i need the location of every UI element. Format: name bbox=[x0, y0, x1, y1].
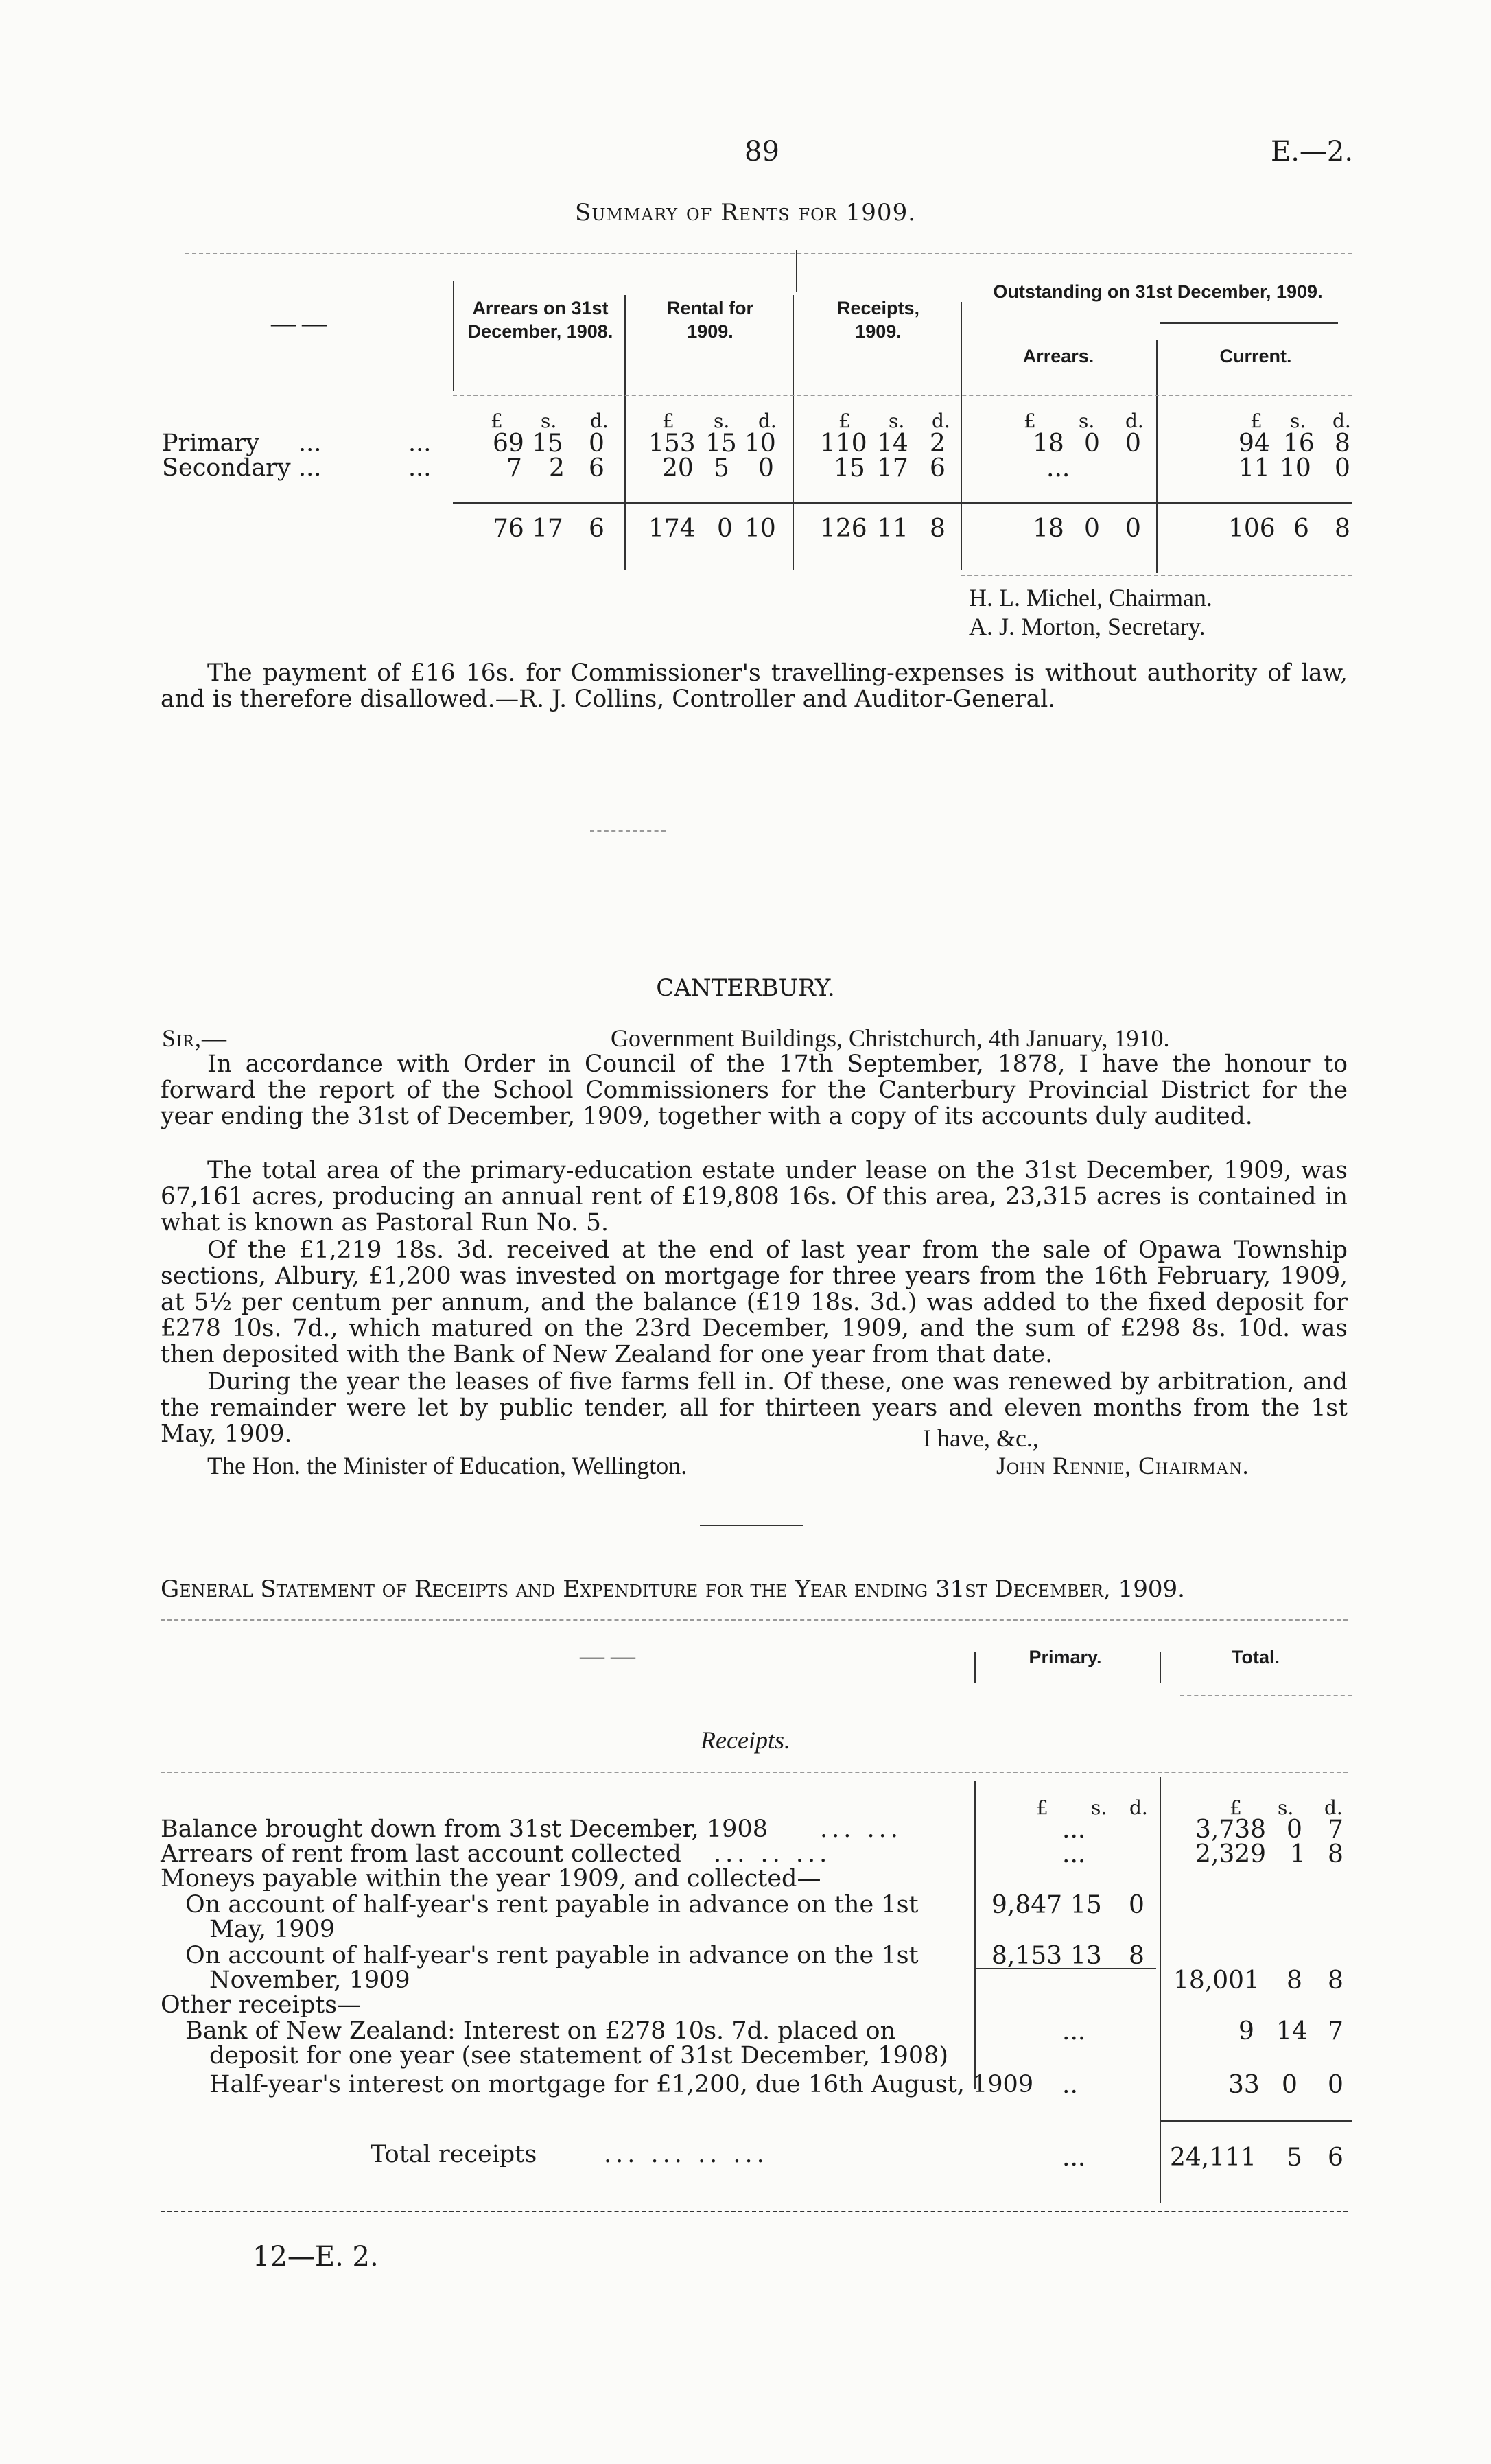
col-arrears-header: Arrears on 31st December, 1908. bbox=[467, 298, 613, 342]
document-reference: E.—2. bbox=[1271, 136, 1354, 167]
signature-chairman: H. L. Michel, Chairman. bbox=[969, 584, 1212, 611]
col-receipts-header: Receipts, 1909. bbox=[836, 298, 920, 342]
rent-summary-title: Summary of Rents for 1909. bbox=[574, 199, 917, 226]
dash-label: — — bbox=[580, 1642, 635, 1669]
letter-address: Government Buildings, Christchurch, 4th January, 1910. bbox=[611, 1024, 1170, 1052]
col-outstanding-header: Outstanding on 31st December, 1909. bbox=[993, 281, 1323, 302]
col-total-header: Total. bbox=[1232, 1647, 1280, 1667]
auditor-note: The payment of £16 16s. for Commissioner's travelling-expenses is without authority of law, and is therefore disallowed.—R. J. Collins, Controller and Auditor-General. bbox=[161, 659, 1348, 713]
salutation: Sir,— bbox=[162, 1024, 228, 1052]
page-number: 89 bbox=[744, 136, 779, 167]
footer-signature: 12—E. 2. bbox=[253, 2241, 379, 2273]
col-primary-header: Primary. bbox=[1029, 1647, 1102, 1667]
letter-paragraph: During the year the leases of five farms fell in. Of these, one was renewed by arbitration, and the remainder were let by public tender, all for thirteen years and eleven months from the 1st May, 1909. bbox=[161, 1368, 1348, 1448]
letter-paragraph: Of the £1,219 18s. 3d. received at the end of last year from the sale of Opawa Township sections, Albury, £1,200 was invested on mortgage for three years from the 16th February, 1909, at 5½ per centum per annum, and the balance (£19 18s. 3d.) was added to the fixed deposit for £278 10s. 7d., which matured on the 23rd December, 1909, and the sum of £298 8s. 10d. was then deposited with the Bank of New Zealand for one year from that date. bbox=[161, 1236, 1348, 1368]
letter-paragraph: In accordance with Order in Council of the 17th September, 1878, I have the honour to forward the report of the School Commissioners for the Canterbury Provincial District for the year ending the 31st of December, 1909, together with a copy of its accounts duly audited. bbox=[161, 1051, 1348, 1130]
canterbury-heading: CANTERBURY. bbox=[656, 974, 835, 1002]
sub-arrears-header: Arrears. bbox=[1022, 346, 1094, 366]
signature-secretary: A. J. Morton, Secretary. bbox=[969, 613, 1206, 640]
statement-title: General Statement of Receipts and Expenditure for the Year ending 31st December, 1909. bbox=[161, 1575, 1185, 1603]
col-rental-header: Rental for 1909. bbox=[666, 298, 753, 342]
letter-signer: John Rennie, Chairman. bbox=[996, 1452, 1249, 1479]
receipts-section-heading: Receipts. bbox=[701, 1726, 790, 1754]
letter-addressee: The Hon. the Minister of Education, Wellington. bbox=[207, 1452, 688, 1479]
letter-paragraph: The total area of the primary-education estate under lease on the 31st December, 1909, was 67,161 acres, producing an annual rent of £19,808 16s. Of this area, 23,315 acres is contained in what is known as Pastoral Run No. 5. bbox=[161, 1157, 1348, 1236]
letter-closing: I have, &c., bbox=[923, 1424, 1039, 1452]
sub-current-header: Current. bbox=[1219, 346, 1292, 366]
dash-label: — — bbox=[271, 309, 327, 337]
